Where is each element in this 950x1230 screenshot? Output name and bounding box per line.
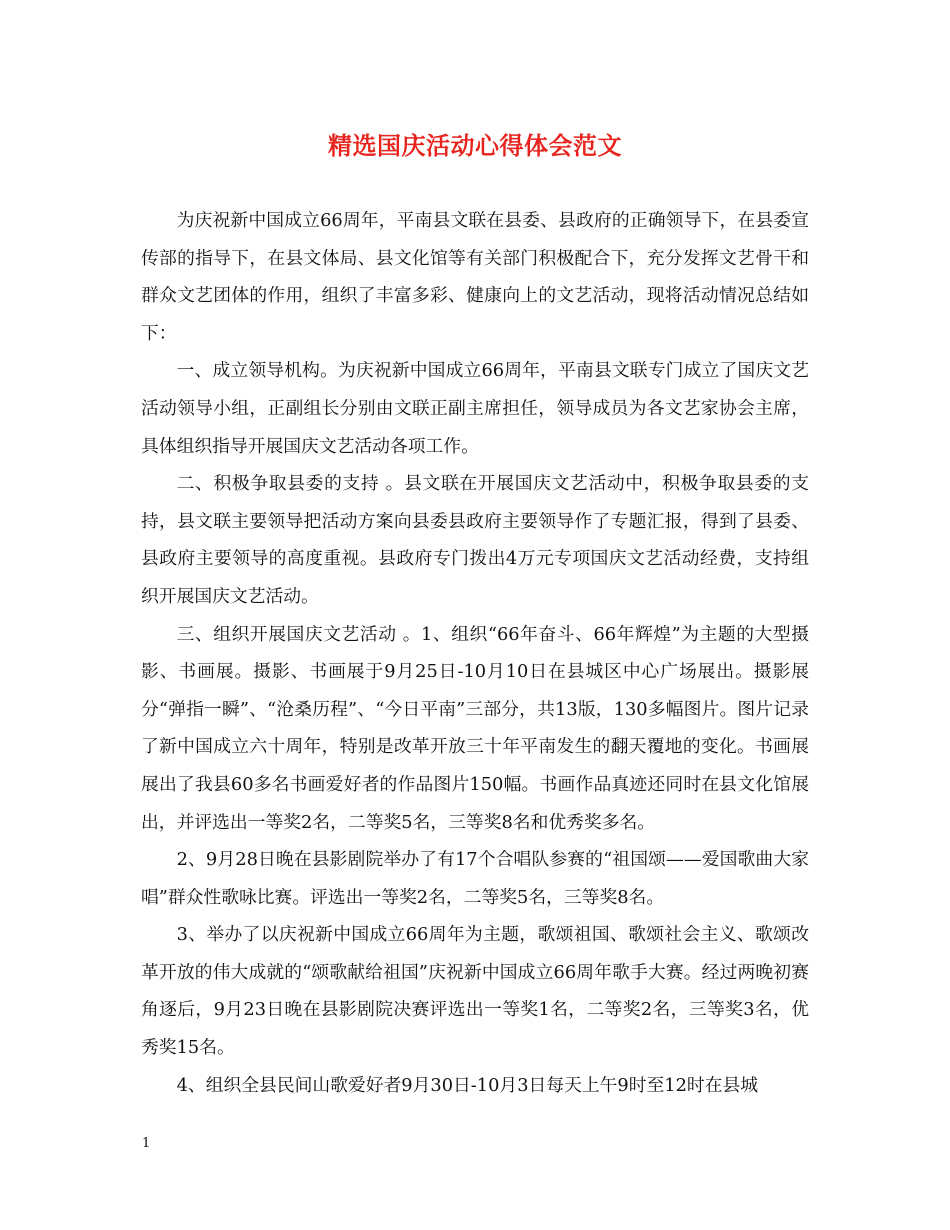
page-number: 1 [142, 1136, 151, 1151]
paragraph-activities: 三、组织开展国庆文艺活动 。1、组织“66年奋斗、66年辉煌”为主题的大型摄影、书画展。摄影、书画展于9月25日-10月10日在县城区中心广场展出。摄影展分“弹指一瞬”、“沧桑历程”、“今日平南”三部分，共13版，130多幅图片。图片记录了新中国成立六十周年，特别是改革开放三十年平南发生的翻天覆地的变化。书画展展出了我县60多名书画爱好者的作品图片150幅。书画作品真迹还同时在县文化馆展出，并评选出一等奖2名，二等奖5名，三等奖8名和优秀奖多名。 [141, 623, 809, 833]
document-title: 精选国庆活动心得体会范文 [328, 132, 622, 160]
paragraph-leadership: 一、成立领导机构。为庆祝新中国成立66周年，平南县文联专门成立了国庆文艺活动领导小组，正副组长分别由文联正副主席担任，领导成员为各文艺家协会主席，具体组织指导开展国庆文艺活动各项工作。 [141, 360, 809, 457]
paragraph-intro: 为庆祝新中国成立66周年，平南县文联在县委、县政府的正确领导下，在县委宣传部的指导下，在县文体局、县文化馆等有关部门积极配合下，充分发挥文艺骨干和群众文艺团体的作用，组织了丰富多彩、健康向上的文艺活动，现将活动情况总结如下： [141, 210, 809, 344]
paragraph-singer-contest: 3、举办了以庆祝新中国成立66周年为主题，歌颂祖国、歌颂社会主义、歌颂改革开放的伟大成就的“颂歌献给祖国”庆祝新中国成立66周年歌手大赛。经过两晚初赛角逐后，9月23日晚在县影剧院决赛评选出一等奖1名，二等奖2名，三等奖3名，优秀奖15名。 [141, 924, 809, 1059]
paragraph-choir-contest: 2、9月28日晚在县影剧院举办了有17个合唱队参赛的“祖国颂——爱国歌曲大家唱”群众性歌咏比赛。评选出一等奖2名，二等奖5名，三等奖8名。 [141, 849, 809, 908]
paragraph-folk-songs: 4、组织全县民间山歌爱好者9月30日-10月3日每天上午9时至12时在县城 [176, 1074, 759, 1096]
document-body [141, 202, 809, 1104]
paragraph-support: 二、积极争取县委的支持 。县文联在开展国庆文艺活动中，积极争取县委的支持，县文联主要领导把活动方案向县委县政府主要领导作了专题汇报，得到了县委、县政府主要领导的高度重视。县政府专门拨出4万元专项国庆文艺活动经费，支持组织开展国庆文艺活动。 [141, 473, 809, 607]
